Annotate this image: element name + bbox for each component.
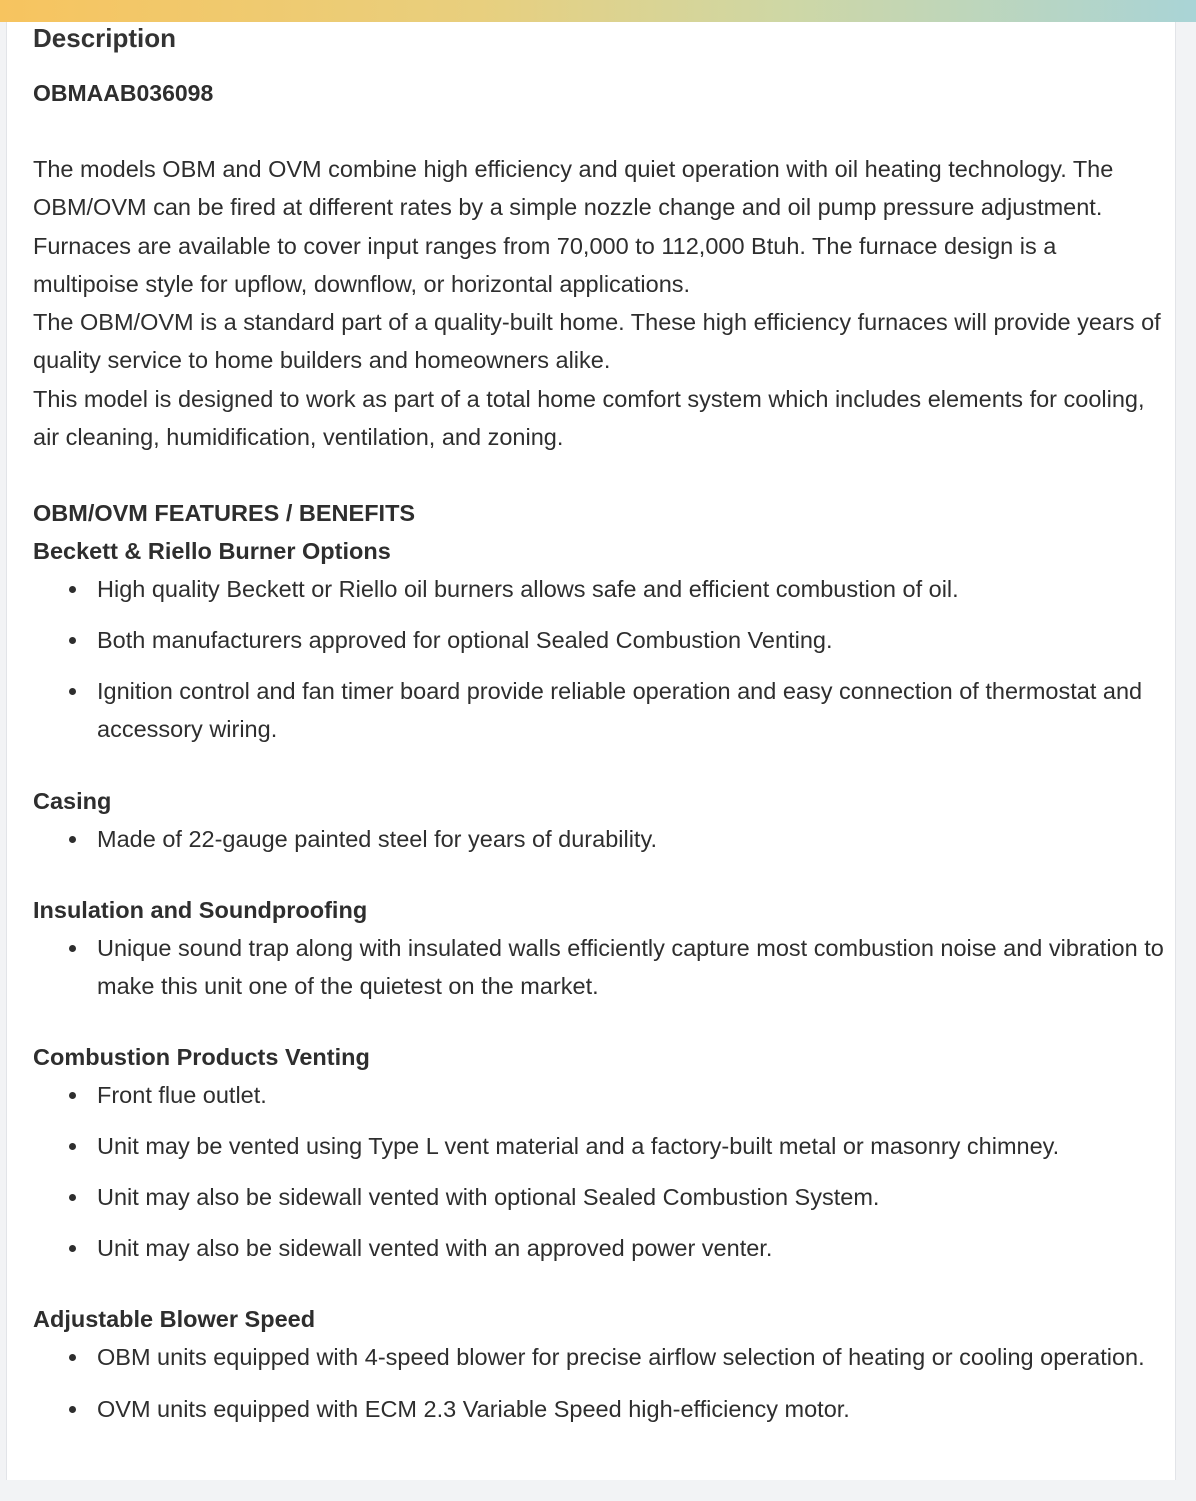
- model-code: OBMAAB036098: [33, 80, 214, 106]
- list-item-text: Unit may also be sidewall vented with an approved power venter.: [97, 1235, 773, 1262]
- list-item: [33, 820, 1173, 858]
- feature-list: [33, 570, 1173, 749]
- bullet-icon: [69, 586, 76, 593]
- list-item: [33, 1390, 1173, 1428]
- feature-section-title: Insulation and Soundproofing: [33, 896, 368, 923]
- feature-list: [33, 929, 1173, 1006]
- feature-list: [33, 1338, 1173, 1427]
- bullet-icon: [69, 836, 76, 843]
- feature-section-title: Combustion Products Venting: [33, 1044, 370, 1071]
- list-item: [33, 929, 1173, 1006]
- bullet-icon: [69, 1143, 76, 1150]
- list-item: [33, 1178, 1173, 1216]
- list-item-text: High quality Beckett or Riello oil burners allows safe and efficient combustion of oil.: [97, 576, 959, 602]
- description-paragraph: The models OBM and OVM combine high efficiency and quiet operation with oil heating technology. The OBM/OVM can be fired at different rates by a simple nozzle change and oil pump pressure adjustment. Furnaces are available to cover input ranges from 70,000 to 112,000 Btuh. The furnace design is a multipoise style for upflow, downflow, or horizontal applications.: [33, 156, 1114, 297]
- list-item: [33, 1076, 1173, 1114]
- bullet-icon: [69, 945, 76, 952]
- description-paragraph: The OBM/OVM is a standard part of a quality-built home. These high efficiency furnaces will provide years of quality service to home builders and homeowners alike.: [33, 309, 1161, 374]
- features-sections: [33, 494, 1173, 1441]
- section-title: Description: [33, 23, 177, 53]
- list-item-text: Unit may be vented using Type L vent material and a factory-built metal or masonry chimney.: [97, 1133, 1060, 1160]
- feature-list: [33, 820, 1173, 858]
- feature-section-title: Beckett & Riello Burner Options: [33, 538, 391, 564]
- list-item: [33, 1229, 1173, 1267]
- bullet-icon: [69, 1092, 76, 1099]
- bullet-icon: [69, 1354, 76, 1361]
- list-item: [33, 1338, 1173, 1376]
- feature-list: [33, 1076, 1173, 1268]
- bullet-icon: [69, 1245, 76, 1252]
- list-item-text: OBM units equipped with 4-speed blower for precise airflow selection of heating or cooling operation.: [97, 1344, 1145, 1371]
- bottom-strip: [0, 1480, 1196, 1501]
- list-item-text: Made of 22-gauge painted steel for years of durability.: [97, 825, 657, 852]
- list-item: [33, 570, 1173, 608]
- bullet-icon: [69, 637, 76, 644]
- description-body: [33, 150, 1163, 456]
- list-item-text: Both manufacturers approved for optional Sealed Combustion Venting.: [97, 627, 833, 654]
- feature-section-title: Casing: [33, 787, 112, 814]
- list-item: [33, 621, 1173, 659]
- list-item: [33, 672, 1173, 749]
- bullet-icon: [69, 688, 76, 695]
- list-item-text: Front flue outlet.: [97, 1082, 267, 1109]
- description-paragraph: This model is designed to work as part of a total home comfort system which includes elements for cooling, air cleaning, humidification, ventilation, and zoning.: [33, 385, 1145, 451]
- features-heading: OBM/OVM FEATURES / BENEFITS: [33, 500, 416, 526]
- list-item-text: Unique sound trap along with insulated walls efficiently capture most combustion noise and vibration to make this unit one of the quietest on the market.: [97, 934, 1164, 999]
- top-accent-bar: [0, 0, 1196, 22]
- list-item-text: Unit may also be sidewall vented with optional Sealed Combustion System.: [97, 1184, 880, 1211]
- bullet-icon: [69, 1406, 76, 1413]
- feature-section-title: Adjustable Blower Speed: [33, 1306, 316, 1333]
- list-item-text: OVM units equipped with ECM 2.3 Variable Speed high-efficiency motor.: [97, 1395, 850, 1422]
- bullet-icon: [69, 1194, 76, 1201]
- list-item: [33, 1127, 1173, 1165]
- list-item-text: Ignition control and fan timer board provide reliable operation and easy connection of thermostat and accessory wiring.: [97, 678, 1143, 743]
- description-panel: [6, 22, 1176, 1480]
